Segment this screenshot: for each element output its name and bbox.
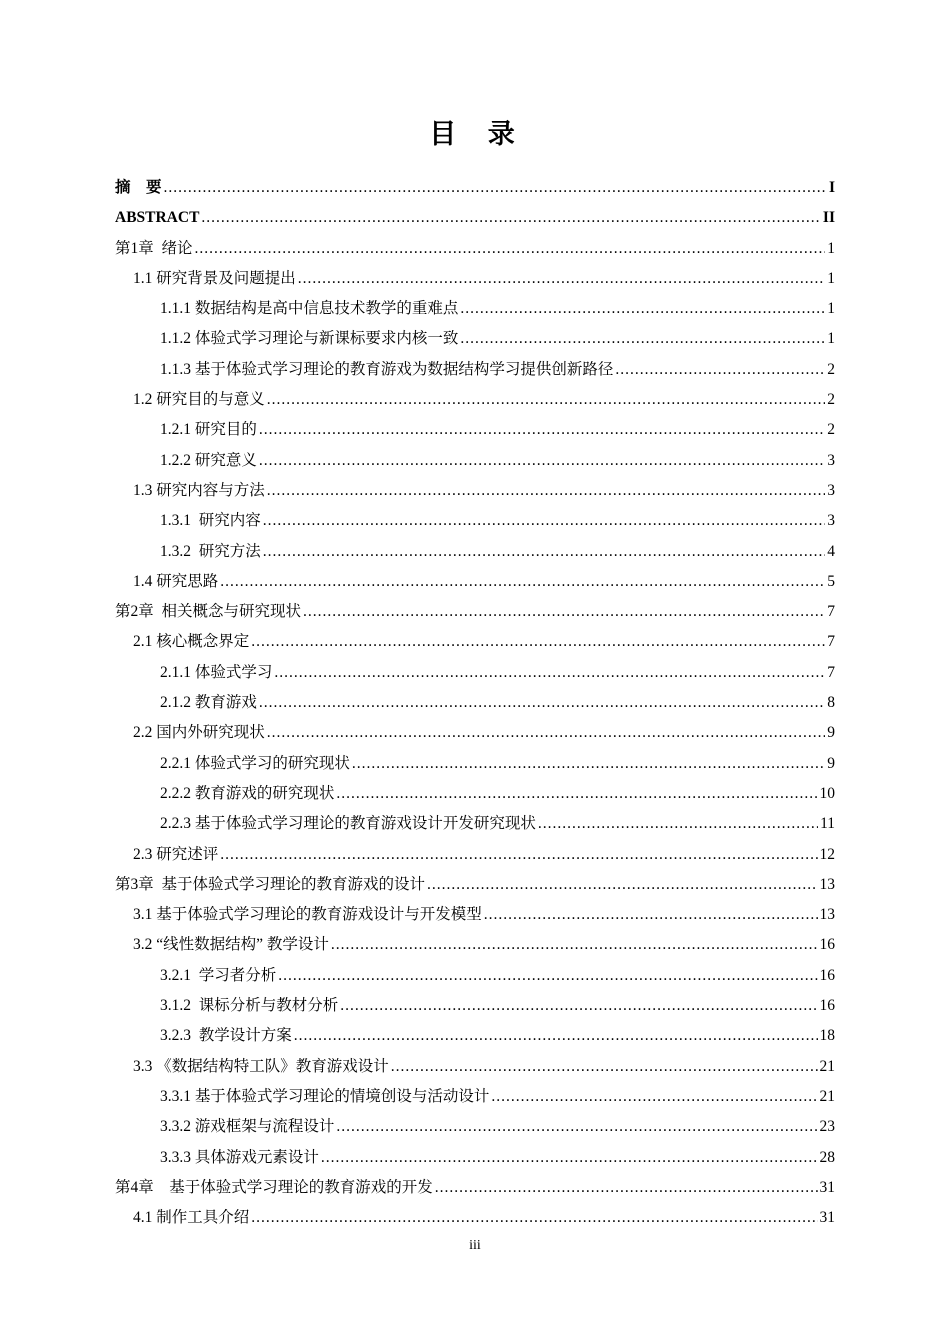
toc-entry[interactable]: [115, 537, 835, 567]
toc-entry[interactable]: [115, 991, 835, 1021]
toc-entry-label: 3.2 “线性数据结构” 教学设计: [133, 936, 329, 954]
toc-entry-page-number: 28: [819, 1148, 835, 1166]
toc-entry-label: 3.3.3 具体游戏元素设计: [160, 1148, 319, 1166]
toc-entry-label: 2.1.1 体验式学习: [160, 663, 273, 681]
toc-entry-page-number: 16: [819, 966, 835, 984]
toc-leader-dots: [294, 1021, 818, 1051]
toc-entry[interactable]: [115, 476, 835, 506]
toc-entry-page-number: 21: [819, 1087, 835, 1105]
toc-leader-dots: [491, 1082, 817, 1112]
toc-entry-label: 2.1 核心概念界定: [133, 633, 250, 651]
toc-entry-label: 4.1 制作工具介绍: [133, 1209, 250, 1227]
toc-leader-dots: [331, 930, 818, 960]
toc-entry-label: 3.1.2 课标分析与教材分析: [160, 997, 339, 1015]
toc-entry-page-number: 1: [827, 300, 835, 318]
toc-leader-dots: [278, 961, 817, 991]
toc-entry[interactable]: [115, 203, 835, 233]
toc-entry-label: 1.2 研究目的与意义: [133, 391, 265, 409]
toc-entry-label: 第1章 绪论: [115, 239, 193, 257]
toc-leader-dots: [427, 870, 817, 900]
toc-entry-page-number: 16: [819, 997, 835, 1015]
toc-entry-page-number: 1: [827, 239, 835, 257]
toc-entry-page-number: 21: [819, 1057, 835, 1075]
toc-entry[interactable]: [115, 900, 835, 930]
toc-entry[interactable]: [115, 446, 835, 476]
toc-leader-dots: [263, 506, 825, 536]
toc-leader-dots: [251, 627, 825, 657]
toc-entry[interactable]: [115, 1203, 835, 1233]
toc-entry-page-number: 7: [827, 603, 835, 621]
toc-entry-page-number: 3: [827, 512, 835, 530]
toc-entry-page-number: 3: [827, 481, 835, 499]
toc-leader-dots: [251, 1203, 817, 1233]
toc-entry-label: 2.2.1 体验式学习的研究现状: [160, 754, 350, 772]
toc-entry[interactable]: [115, 779, 835, 809]
toc-leader-dots: [267, 718, 825, 748]
toc-entry-page-number: 13: [819, 906, 835, 924]
toc-entry[interactable]: [115, 1112, 835, 1142]
toc-entry-page-number: 7: [827, 633, 835, 651]
toc-entry-page-number: 31: [819, 1178, 835, 1196]
toc-leader-dots: [538, 809, 818, 839]
toc-entry-page-number: 3: [827, 451, 835, 469]
toc-entry-label: 摘 要: [115, 179, 162, 196]
toc-entry[interactable]: [115, 385, 835, 415]
page-title: 目 录: [429, 119, 521, 149]
toc-entry-page-number: 8: [827, 694, 835, 712]
toc-entry[interactable]: [115, 355, 835, 385]
toc-leader-dots: [201, 203, 821, 233]
toc-entry-label: 3.2.1 学习者分析: [160, 966, 277, 984]
toc-entry[interactable]: [115, 658, 835, 688]
toc-entry-page-number: 2: [827, 421, 835, 439]
toc-entry[interactable]: [115, 597, 835, 627]
toc-leader-dots: [391, 1052, 818, 1082]
toc-entry-page-number: 1: [827, 330, 835, 348]
toc-entry-label: 1.2.2 研究意义: [160, 451, 257, 469]
toc-entry-label: 2.2.2 教育游戏的研究现状: [160, 784, 335, 802]
toc-entry-label: 第4章 基于体验式学习理论的教育游戏的开发: [115, 1178, 433, 1196]
toc-leader-dots: [164, 173, 827, 203]
toc-entry-label: 1.3.2 研究方法: [160, 542, 261, 560]
toc-entry[interactable]: [115, 688, 835, 718]
toc-entry-page-number: 31: [819, 1209, 835, 1227]
toc-entry[interactable]: [115, 840, 835, 870]
toc-leader-dots: [267, 385, 825, 415]
toc-entry[interactable]: [115, 809, 835, 839]
toc-leader-dots: [484, 900, 818, 930]
toc-entry-page-number: I: [828, 179, 835, 196]
toc-entry-label: 2.2 国内外研究现状: [133, 724, 265, 742]
toc-leader-dots: [336, 779, 817, 809]
toc-entry[interactable]: [115, 1143, 835, 1173]
toc-entry-page-number: 5: [827, 572, 835, 590]
toc-entry-label: 2.3 研究述评: [133, 845, 219, 863]
toc-list: [115, 173, 835, 1233]
toc-entry-label: 1.3.1 研究内容: [160, 512, 261, 530]
toc-entry[interactable]: [115, 627, 835, 657]
toc-leader-dots: [615, 355, 825, 385]
toc-entry-label: 1.1.1 数据结构是高中信息技术教学的重难点: [160, 300, 459, 318]
toc-entry-page-number: 12: [819, 845, 835, 863]
toc-entry-page-number: 18: [819, 1027, 835, 1045]
toc-leader-dots: [195, 234, 826, 264]
toc-entry-label: 1.1 研究背景及问题提出: [133, 269, 296, 287]
toc-leader-dots: [259, 688, 825, 718]
toc-entry-label: 3.3.2 游戏框架与流程设计: [160, 1118, 335, 1136]
toc-entry-label: 第3章 基于体验式学习理论的教育游戏的设计: [115, 875, 426, 893]
toc-entry-label: 1.2.1 研究目的: [160, 421, 257, 439]
toc-leader-dots: [303, 597, 825, 627]
toc-entry-label: 3.3 《数据结构特工队》教育游戏设计: [133, 1057, 389, 1075]
toc-entry[interactable]: [115, 294, 835, 324]
toc-entry[interactable]: [115, 1021, 835, 1051]
toc-entry[interactable]: [115, 1082, 835, 1112]
toc-entry-label: 3.1 基于体验式学习理论的教育游戏设计与开发模型: [133, 906, 482, 924]
toc-entry-label: 3.3.1 基于体验式学习理论的情境创设与活动设计: [160, 1087, 490, 1105]
toc-entry[interactable]: [115, 567, 835, 597]
toc-entry-page-number: II: [822, 209, 835, 227]
toc-leader-dots: [340, 991, 817, 1021]
toc-leader-dots: [460, 294, 825, 324]
toc-entry[interactable]: [115, 961, 835, 991]
toc-leader-dots: [263, 537, 825, 567]
toc-entry-page-number: 16: [819, 936, 835, 954]
toc-entry-page-number: 11: [820, 815, 835, 833]
toc-entry-page-number: 1: [827, 269, 835, 287]
toc-entry[interactable]: [115, 870, 835, 900]
toc-entry-page-number: 4: [827, 542, 835, 560]
toc-entry-label: 3.2.3 教学设计方案: [160, 1027, 292, 1045]
toc-leader-dots: [298, 264, 825, 294]
toc-entry-label: 第2章 相关概念与研究现状: [115, 603, 302, 621]
toc-entry-label: 1.1.2 体验式学习理论与新课标要求内核一致: [160, 330, 459, 348]
page-number-footer: iii: [469, 1238, 481, 1253]
toc-entry[interactable]: [115, 324, 835, 354]
toc-entry-label: 2.2.3 基于体验式学习理论的教育游戏设计开发研究现状: [160, 815, 536, 833]
toc-leader-dots: [321, 1143, 818, 1173]
toc-entry[interactable]: [115, 506, 835, 536]
toc-entry[interactable]: [115, 718, 835, 748]
toc-leader-dots: [336, 1112, 817, 1142]
toc-entry-label: 1.4 研究思路: [133, 572, 219, 590]
toc-entry[interactable]: [115, 415, 835, 445]
toc-leader-dots: [259, 415, 825, 445]
toc-entry[interactable]: [115, 173, 835, 203]
toc-entry-label: 1.3 研究内容与方法: [133, 481, 265, 499]
toc-entry-page-number: 13: [819, 875, 835, 893]
toc-entry-label: ABSTRACT: [115, 209, 200, 227]
toc-entry[interactable]: [115, 930, 835, 960]
toc-leader-dots: [259, 446, 825, 476]
toc-leader-dots: [460, 324, 825, 354]
toc-entry-page-number: 7: [827, 663, 835, 681]
toc-entry-label: 1.1.3 基于体验式学习理论的教育游戏为数据结构学习提供创新路径: [160, 360, 614, 378]
toc-entry-page-number: 9: [827, 724, 835, 742]
toc-leader-dots: [352, 749, 825, 779]
toc-entry[interactable]: [115, 264, 835, 294]
toc-leader-dots: [267, 476, 825, 506]
toc-leader-dots: [220, 567, 825, 597]
toc-leader-dots: [220, 840, 817, 870]
toc-entry-label: 2.1.2 教育游戏: [160, 694, 257, 712]
toc-leader-dots: [435, 1173, 818, 1203]
toc-entry[interactable]: [115, 234, 835, 264]
toc-entry-page-number: 9: [827, 754, 835, 772]
toc-entry-page-number: 23: [819, 1118, 835, 1136]
toc-entry[interactable]: [115, 749, 835, 779]
toc-entry-page-number: 2: [827, 360, 835, 378]
toc-entry[interactable]: [115, 1052, 835, 1082]
toc-entry-page-number: 10: [819, 784, 835, 802]
toc-entry[interactable]: [115, 1173, 835, 1203]
toc-entry-page-number: 2: [827, 391, 835, 409]
toc-leader-dots: [274, 658, 825, 688]
